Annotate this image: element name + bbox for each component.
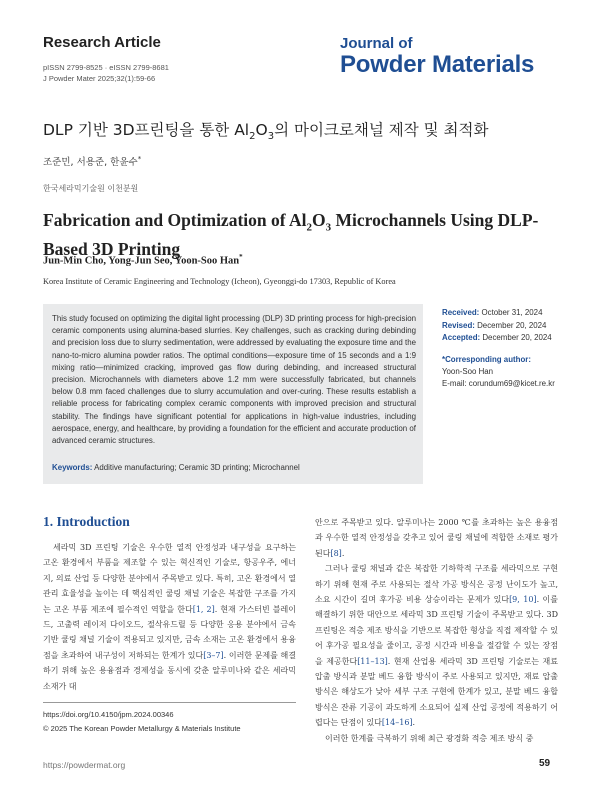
doi-link[interactable]: https://doi.org/10.4150/jpm.2024.00346 xyxy=(43,710,174,719)
keywords-text: Additive manufacturing; Ceramic 3D printing; Microchannel xyxy=(94,463,300,472)
footnote xyxy=(43,708,241,736)
body-column-left xyxy=(43,540,296,694)
keywords-label: Keywords: xyxy=(52,463,93,472)
corresponding-label: *Corresponding author: xyxy=(442,355,531,364)
accepted-date: Accepted: December 20, 2024 xyxy=(442,333,552,342)
reference-link[interactable]: [8] xyxy=(330,548,342,558)
corresponding-author xyxy=(442,354,555,390)
revised-date: Revised: December 20, 2024 xyxy=(442,320,547,330)
reference-link[interactable]: [9, 10] xyxy=(509,595,537,605)
article-type-label: Research Article xyxy=(43,34,161,51)
reference-link[interactable]: [3–7] xyxy=(203,650,224,660)
journal-logo-line2: Powder Materials xyxy=(340,51,535,78)
received-date: Received: October 31, 2024 xyxy=(442,308,543,317)
citation-text: J Powder Mater 2025;32(1):59-66 xyxy=(43,74,156,83)
article-dates xyxy=(442,307,552,345)
english-authors: Jun-Min Cho, Yong-Jun Seo, Yoon-Soo Han* xyxy=(43,253,243,267)
english-affiliation: Korea Institute of Ceramic Engineering and Technology (Icheon), Gyeonggi-do 17303, Republic of Korea xyxy=(43,277,396,286)
footer-url[interactable]: https://powdermat.org xyxy=(43,760,126,770)
abstract-text: This study focused on optimizing the digital light processing (DLP) 3D printing process for high-precision ceramic components using alumina-based slurries. Key challenges, such as cracking during debinding and precision loss due to slurry sedimentation, were addressed by evaluating the exposure time and the nano-to-micro alumina powder ratios. The optimal conditions—exposure time of 15 seconds and a 1:9 mixing ratio—minimized cracking, improved gas flow during debinding, and increased structural precision. Microchannels with diameters above 1.2 mm were successfully fabricated, but channels below 0.8 mm faced challenges due to slurry accumulation and over-curing. These results establish a reliable process for fabricating complex ceramic components with improved precision and structural stability. The findings have significant potential for applications in high-value industries, including aerospace, energy, and healthcare, by providing a foundation for the efficient and accurate production of advanced ceramic structures. xyxy=(52,314,416,446)
reference-link[interactable]: [11–13] xyxy=(357,656,388,666)
journal-logo-line1: Journal of xyxy=(340,35,413,52)
keywords-line xyxy=(52,463,300,472)
corresponding-name: Yoon-Soo Han xyxy=(442,367,494,376)
issn-text: pISSN 2799-8525 · eISSN 2799-8681 xyxy=(43,63,169,72)
korean-authors: 조준민, 서용준, 한윤수* xyxy=(43,154,142,168)
copyright-text: © 2025 The Korean Powder Metallurgy & Materials Institute xyxy=(43,724,241,733)
paragraph: 세라믹 3D 프린팅 기술은 우수한 열적 안정성과 내구성을 요구하는 고온 환경에서 부품을 제조할 수 있는 혁신적인 기술로, 항공우주, 에너지, 의료 산업 등 다양한 분야에서 주목받고 있다. 특히, 고온 환경에서 열 관리 효율성을 높이는 데 핵심적인 쿨링 채널 기술은 복잡한 구조를 가지는 고온 부품 제조에 필수적인 역할을 한다[1, 2]. 현재 가스터빈 블레이드, 고출력 레이저 다이오드, 절삭유드릴 등 다양한 응용 분야에서 금속 기반 쿨링 채널 기술이 적용되고 있지만, 금속 소재는 고온 환경에서 용융점을 초과하여 내구성이 저하되는 한계가 있다[3–7]. 이러한 문제를 해결하기 위해 높은 용융점과 경제성을 동시에 갖춘 알루미나와 같은 세라믹 소재가 대 xyxy=(43,543,297,691)
reference-link[interactable]: [1, 2] xyxy=(192,604,215,614)
issn-block xyxy=(43,62,169,84)
section-heading-introduction: 1. Introduction xyxy=(43,514,130,529)
footnote-divider xyxy=(43,702,296,703)
body-column-right xyxy=(315,515,558,746)
paragraph: 그러나 쿨링 채널과 같은 복잡한 기하학적 구조를 세라믹으로 구현하기 위해 현재 주로 사용되는 절삭 가공 방식은 공정 난이도가 높고, 소요 시간이 길며 후가공 비용 상승이라는 문제가 있다[9, 10]. 이를 해결하기 위한 대안으로 세라믹 3D 프린팅 기술이 주목받고 있다. 3D 프린팅은 적층 제조 방식을 기반으로 복잡한 형상을 직접 제작할 수 있어 후가공 필요성을 줄이고, 공정 시간과 비용을 절감할 수 있는 장점을 제공한다[11–13]. 현재 산업용 세라믹 3D 프린팅 기술로는 재료 압출 방식과 분말 베드 융합 방식이 주로 사용되고 있지만, 재료 압출 방식은 해상도가 낮아 세부 구조 구현에 한계가 있고, 분말 베드 융합 방식은 잔류 기공이 과도하게 소요되어 실제 산업 공정에 적용하기 어렵다는 단점이 있다[14–16]. xyxy=(315,564,558,728)
korean-title: DLP 기반 3D프린팅을 통한 $Al_2O_3$의 마이크로채널 제작 및 최적화 xyxy=(43,121,489,143)
corresponding-email[interactable]: E-mail: corundum69@kicet.re.kr xyxy=(442,379,555,388)
english-title: Fabrication and Optimization of $Al_2O_3$ Microchannels Using DLP-Based 3D Printing xyxy=(43,210,539,259)
korean-affiliation: 한국세라믹기술원 이천분원 xyxy=(43,184,139,193)
paragraph: 안으로 주목받고 있다. 알루미나는 2000 ℃를 초과하는 높은 용융점과 우수한 열적 안정성을 갖추고 있어 쿨링 채널에 적합한 소재로 평가된다[8]. xyxy=(315,518,558,558)
reference-link[interactable]: [14–16] xyxy=(381,718,413,728)
paragraph: 이러한 한계를 극복하기 위해 최근 광경화 적층 제조 방식 중 xyxy=(325,733,534,743)
page-number: 59 xyxy=(539,758,551,769)
